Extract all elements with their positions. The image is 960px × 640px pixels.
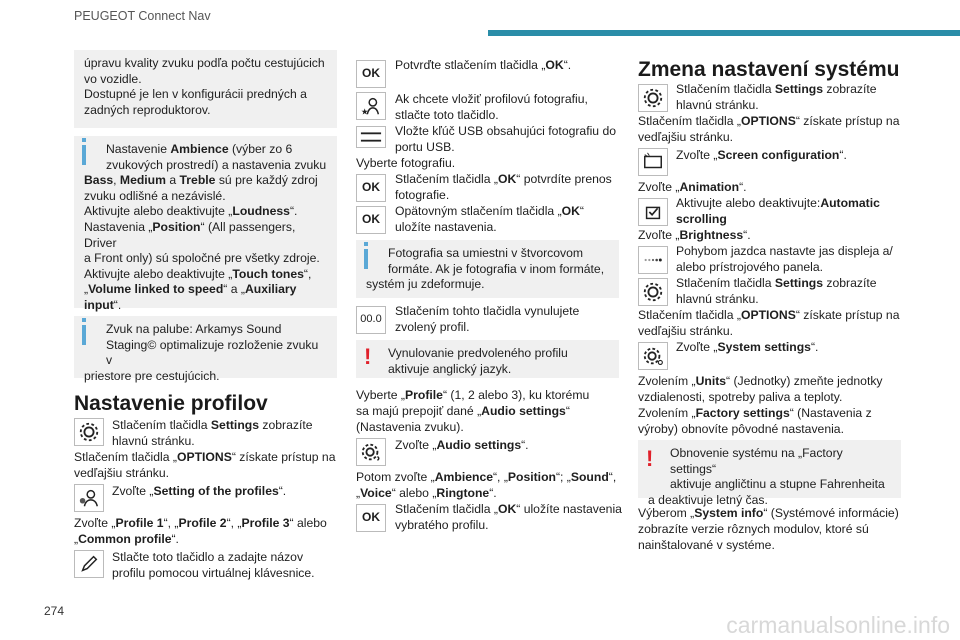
add-photo-icon bbox=[356, 92, 386, 120]
text-line: hlavnú stránku. bbox=[676, 292, 759, 306]
text-line: „Common profile“. bbox=[74, 532, 179, 546]
usb-photo-icon bbox=[356, 126, 386, 148]
text-line: Bass, Medium a Treble sú pre každý zdroj bbox=[84, 173, 318, 188]
text-line: (Nastavenia zvuku). bbox=[356, 420, 464, 434]
text-line: systém ju zdeformuje. bbox=[366, 277, 485, 292]
text-line: Stlačte toto tlačidlo a zadajte názov bbox=[112, 550, 304, 564]
text-line: portu USB. bbox=[395, 140, 455, 154]
text-line: Zvolením „Units“ (Jednotky) zmeňte jednotky bbox=[638, 374, 883, 388]
info-icon bbox=[364, 249, 374, 269]
text-line: nainštalované v systéme. bbox=[638, 538, 775, 552]
text-line: Zvoľte „Brightness“. bbox=[638, 228, 751, 242]
text-line: Stlačením tlačidla Settings zobrazíte bbox=[676, 82, 877, 96]
text-line: vo vozidle. bbox=[84, 71, 142, 86]
section-heading-system: Zmena nastavení systému bbox=[638, 58, 900, 81]
text-line: Aktivujte alebo deaktivujte „Loudness“. bbox=[84, 204, 298, 219]
text-line: zobrazíte verzie rôznych modulov, ktoré sú bbox=[638, 522, 869, 536]
text-line: Fotografia sa umiestni v štvorcovom bbox=[388, 246, 584, 260]
text-line: Vložte kľúč USB obsahujúci fotografiu do bbox=[395, 124, 617, 138]
text-line: Zvuk na palube: Arkamys Sound bbox=[106, 322, 282, 336]
text-line: Zvoľte „Profile 1“, „Profile 2“, „Profile 3“ alebo bbox=[74, 516, 327, 530]
text-line: Zvolením „Factory settings“ (Nastavenia z bbox=[638, 406, 872, 420]
text-line: Staging© optimalizuje rozloženie zvuku v bbox=[106, 337, 319, 368]
text-line: vedľajšiu stránku. bbox=[638, 324, 734, 338]
text-line: fotografie. bbox=[395, 188, 450, 202]
text-line: aktivuje anglický jazyk. bbox=[388, 361, 512, 376]
note-audio-quality bbox=[74, 50, 337, 128]
text-line: stlačte toto tlačidlo. bbox=[395, 108, 499, 122]
text-line: input“. bbox=[84, 297, 122, 312]
text-line: Stlačením tlačidla „OPTIONS“ získate prístup na bbox=[638, 114, 900, 128]
text-line: Výberom „System info“ (Systémové informácie) bbox=[638, 506, 899, 520]
svg-text:★: ★ bbox=[360, 107, 369, 117]
text-line: Nastavenia „Position“ (All passengers, Driver bbox=[84, 219, 296, 250]
text-line: Pohybom jazdca nastavte jas displeja a/ bbox=[676, 244, 893, 258]
text-line: Zvoľte „Audio settings“. bbox=[395, 438, 529, 452]
text-line: Dostupné je len v konfigurácii predných a bbox=[84, 87, 307, 102]
audio-settings-icon bbox=[356, 438, 386, 466]
text-line: Stlačením tlačidla „OPTIONS“ získate prístup na bbox=[638, 308, 900, 322]
text-line: Stlačením tlačidla „OPTIONS“ získate prístup na bbox=[74, 450, 336, 464]
watermark: carmanualsonline.info bbox=[726, 612, 950, 639]
text-line: a deaktivuje letný čas. bbox=[648, 492, 768, 507]
warning-factory-settings bbox=[638, 440, 901, 507]
ok-button-icon: OK bbox=[356, 60, 386, 88]
page-number: 274 bbox=[44, 604, 65, 618]
text-line: Vyberte „Profile“ (1, 2 alebo 3), ku ktorému bbox=[356, 388, 590, 402]
text-line: Vynulovanie predvoleného profilu bbox=[388, 346, 568, 360]
text-line: úpravu kvality zvuku podľa počtu cestujúcich bbox=[84, 56, 325, 70]
warning-icon: ! bbox=[364, 344, 372, 369]
text-line: zadných reproduktorov. bbox=[84, 102, 211, 117]
text-line: Stlačením tlačidla „OK“ uložíte nastavenia bbox=[395, 502, 622, 516]
text-line: profilu pomocou virtuálnej klávesnice. bbox=[112, 566, 315, 580]
text-line: „Volume linked to speed“ a „Auxiliary bbox=[84, 282, 297, 297]
text-line: Vyberte fotografiu. bbox=[356, 156, 456, 170]
text-line: zvuku odlišné a nezávislé. bbox=[84, 188, 226, 203]
settings-gear-icon bbox=[74, 418, 104, 446]
warning-icon: ! bbox=[646, 446, 654, 471]
text-line: Potvrďte stlačením tlačidla „OK“. bbox=[395, 58, 572, 72]
text-line: vedľajšiu stránku. bbox=[638, 130, 734, 144]
reset-profile-icon: 00.0 bbox=[356, 306, 386, 334]
text-line: Potom zvoľte „Ambience“, „Position“; „Sound“, bbox=[356, 470, 617, 484]
text-line: Obnovenie systému na „Factory settings“ bbox=[670, 446, 843, 476]
note-ambience bbox=[74, 136, 337, 312]
system-settings-icon bbox=[638, 342, 668, 370]
text-line: Zvoľte „System settings“. bbox=[676, 340, 819, 354]
info-icon bbox=[82, 325, 92, 345]
text-line: hlavnú stránku. bbox=[112, 434, 195, 448]
warning-default-profile bbox=[356, 340, 619, 378]
text-line: Aktivujte alebo deaktivujte „Touch tones“, bbox=[84, 266, 312, 281]
text-line: Nastavenie Ambience (výber zo 6 bbox=[106, 142, 293, 156]
text-line: „Voice“ alebo „Ringtone“. bbox=[356, 486, 497, 500]
text-line: zvolený profil. bbox=[395, 320, 470, 334]
text-line: priestore pre cestujúcich. bbox=[84, 368, 220, 383]
pencil-icon bbox=[74, 550, 104, 578]
text-line: formáte. Ak je fotografia v inom formáte, bbox=[388, 261, 605, 276]
header-rule bbox=[488, 30, 960, 36]
settings-gear-icon bbox=[638, 84, 668, 112]
text-line: zvukových prostredí) a nastavenia zvuku bbox=[106, 157, 327, 172]
text-line: Zvoľte „Animation“. bbox=[638, 180, 747, 194]
text-line: scrolling bbox=[676, 212, 727, 226]
text-line: Ak chcete vložiť profilovú fotografiu, bbox=[395, 92, 588, 106]
page-header-title: PEUGEOT Connect Nav bbox=[74, 9, 211, 23]
text-line: vybratého profilu. bbox=[395, 518, 489, 532]
text-line: Stlačením tlačidla Settings zobrazíte bbox=[676, 276, 877, 290]
text-line: vzdialenosti, spotreby paliva a teploty. bbox=[638, 390, 843, 404]
note-photo-format bbox=[356, 240, 619, 298]
screen-configuration-icon bbox=[638, 148, 668, 176]
text-line: aktivuje angličtinu a stupne Fahrenheita bbox=[670, 477, 885, 492]
ok-button-icon: OK bbox=[356, 206, 386, 234]
brightness-slider-icon bbox=[638, 246, 668, 274]
text-line: sa majú prepojiť dané „Audio settings“ bbox=[356, 404, 570, 418]
text-line: Aktivujte alebo deaktivujte:Automatic bbox=[676, 196, 880, 210]
text-line: hlavnú stránku. bbox=[676, 98, 759, 112]
settings-gear-icon bbox=[638, 278, 668, 306]
checkbox-icon bbox=[638, 198, 668, 226]
text-line: Opätovným stlačením tlačidla „OK“ bbox=[395, 204, 584, 218]
ok-button-icon: OK bbox=[356, 174, 386, 202]
text-line: uložíte nastavenia. bbox=[395, 220, 497, 234]
text-line: a Front only) sú spoločné pre všetky zdroje. bbox=[84, 251, 320, 266]
text-line: Stlačením tlačidla „OK“ potvrdíte prenos bbox=[395, 172, 612, 186]
profile-icon bbox=[74, 484, 104, 512]
note-arkamys bbox=[74, 316, 337, 383]
section-heading-profiles: Nastavenie profilov bbox=[74, 392, 268, 415]
text-line: Stlačením tlačidla Settings zobrazíte bbox=[112, 418, 313, 432]
text-line: výroby) obnovíte pôvodné nastavenia. bbox=[638, 422, 844, 436]
text-line: Stlačením tohto tlačidla vynulujete bbox=[395, 304, 580, 318]
text-line: Zvoľte „Screen configuration“. bbox=[676, 148, 847, 162]
info-icon bbox=[82, 145, 92, 165]
text-line: Zvoľte „Setting of the profiles“. bbox=[112, 484, 287, 498]
text-line: alebo prístrojového panela. bbox=[676, 260, 824, 274]
ok-button-icon: OK bbox=[356, 504, 386, 532]
text-line: vedľajšiu stránku. bbox=[74, 466, 170, 480]
